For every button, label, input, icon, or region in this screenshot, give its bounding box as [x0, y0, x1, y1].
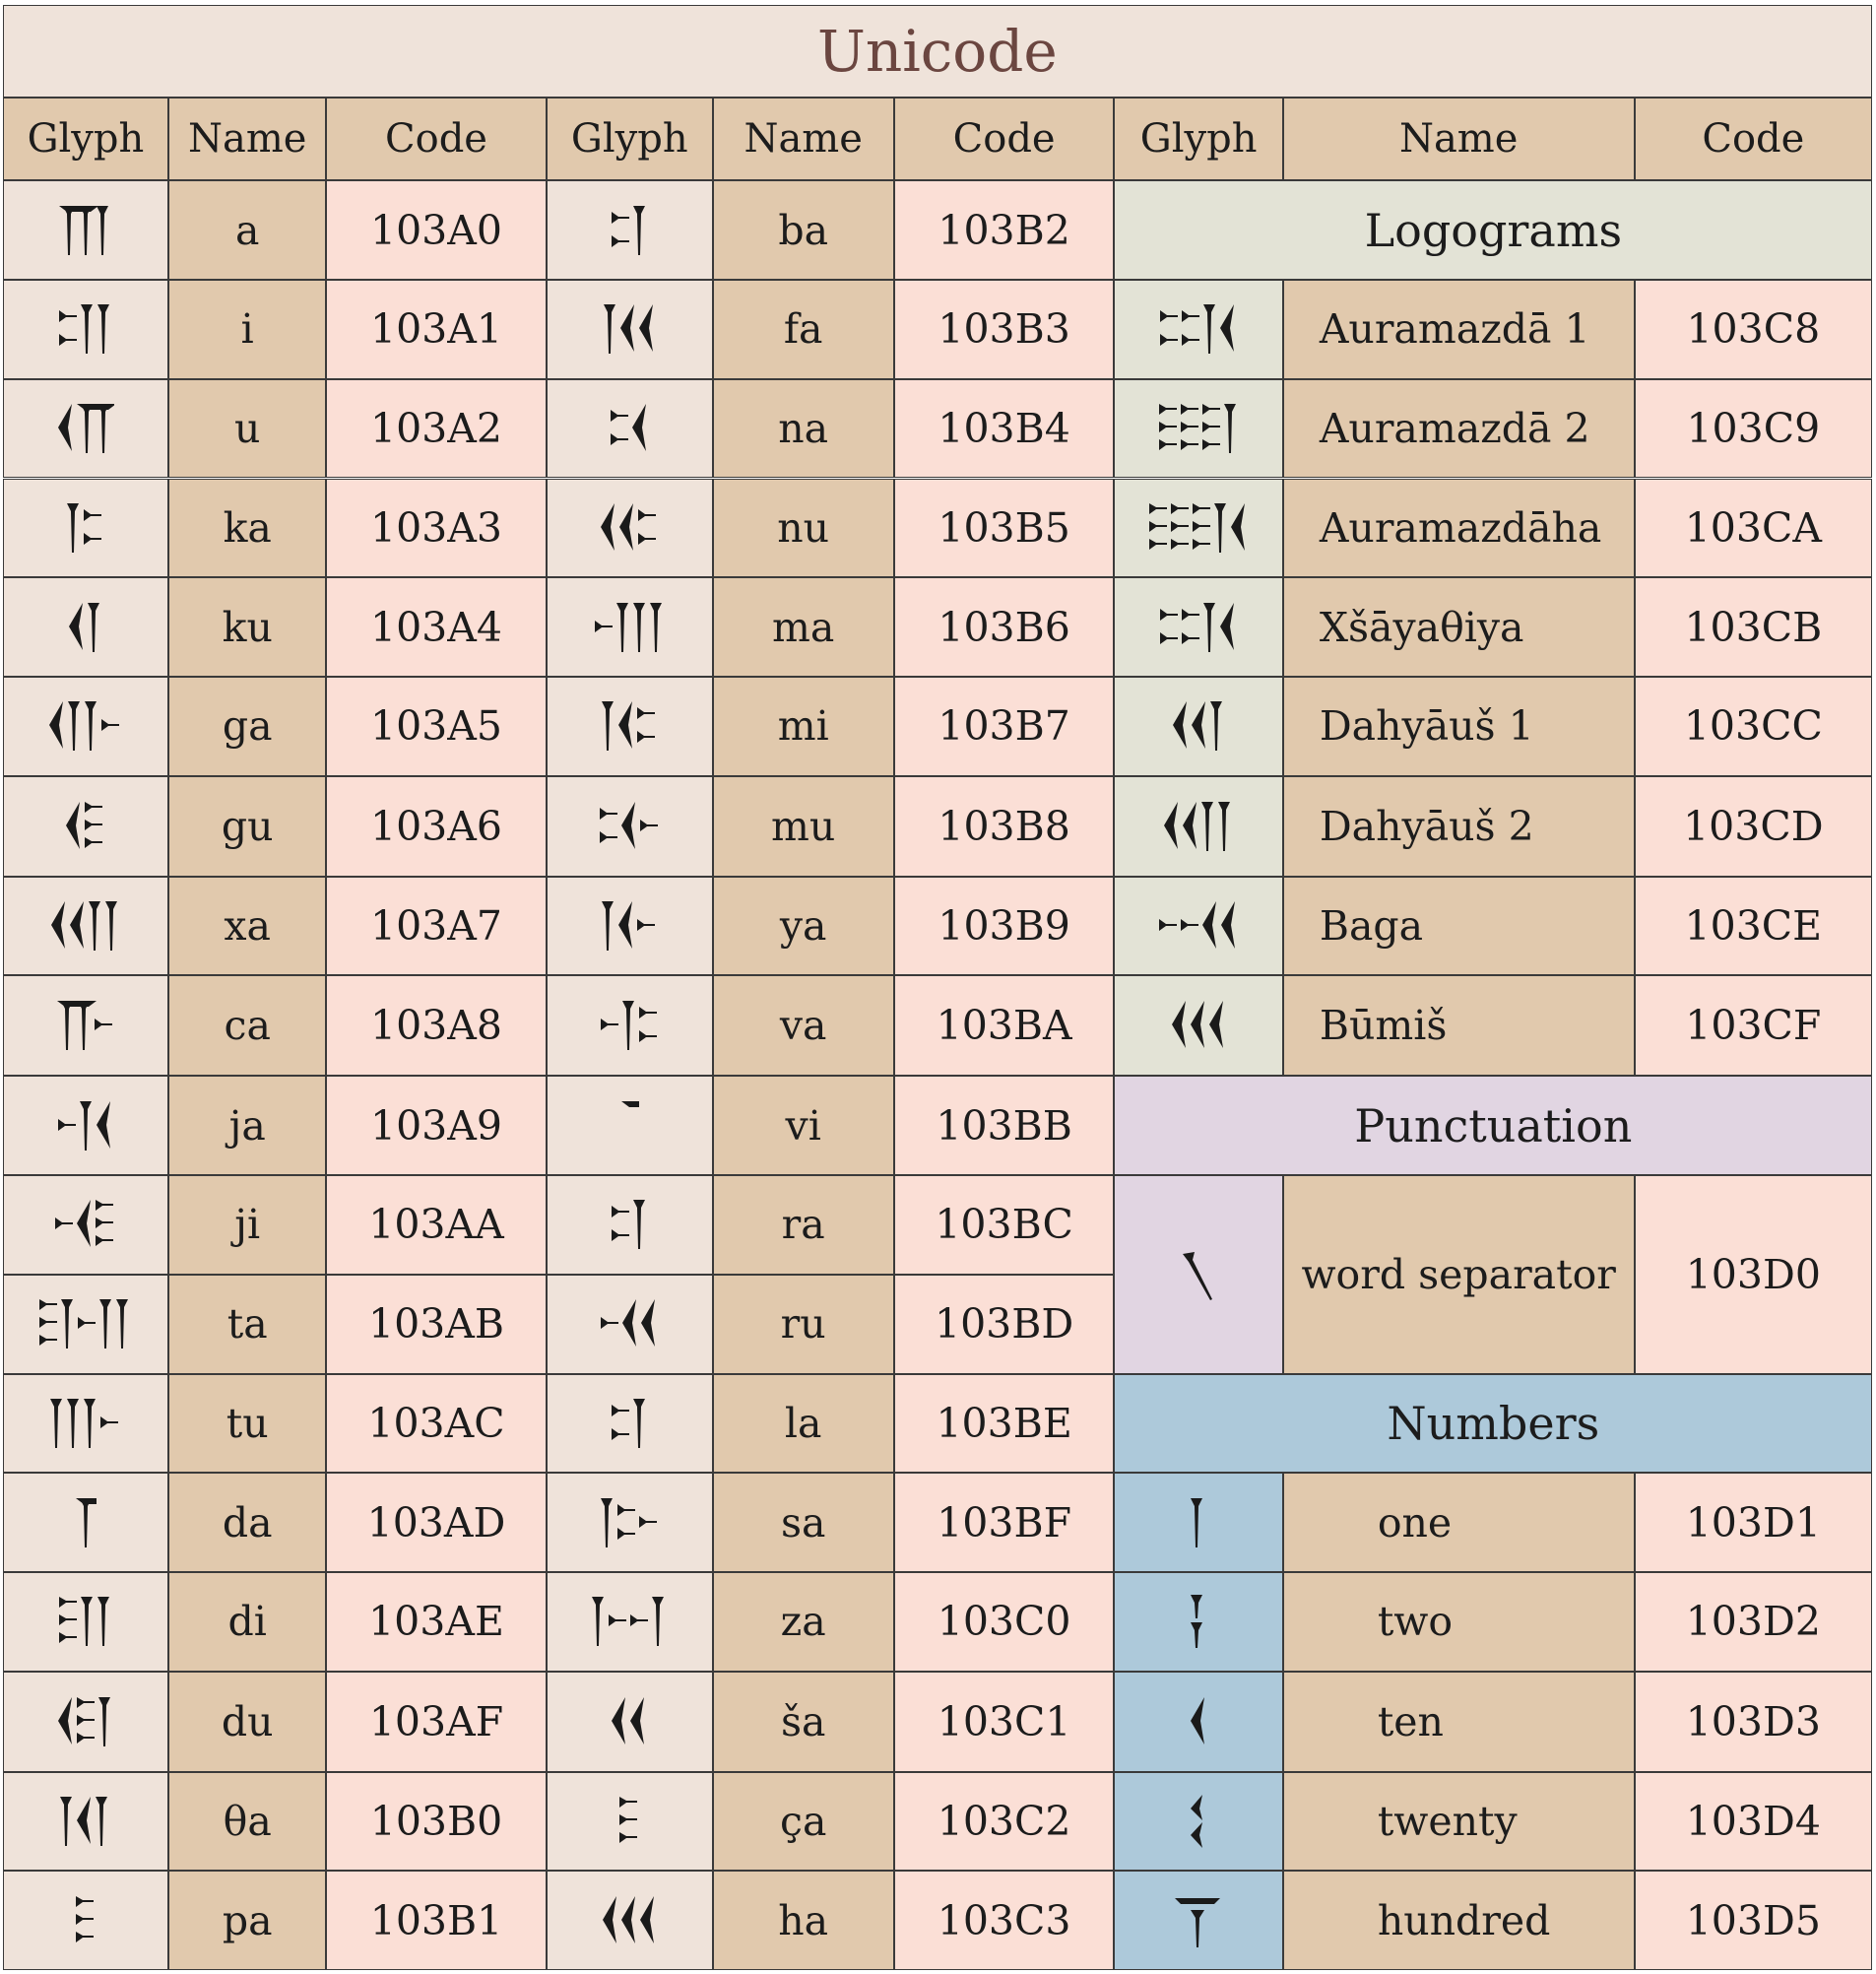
sign-name: mi	[713, 677, 894, 776]
glyph-cell	[547, 1572, 713, 1672]
sign-code: 103BC	[894, 1175, 1115, 1275]
sign-code: 103B6	[894, 577, 1115, 677]
glyph-cell	[547, 975, 713, 1076]
column-header-name: Name	[1283, 98, 1635, 180]
sign-name: a	[168, 180, 326, 280]
sign-code: 103A0	[326, 180, 547, 280]
glyph-cell	[3, 379, 169, 479]
cuneiform-da-icon	[74, 1492, 97, 1553]
sign-code: 103C1	[894, 1672, 1115, 1772]
section-header-logograms: Logograms	[1114, 180, 1872, 280]
glyph-cell	[547, 379, 713, 479]
logogram-name: Dahyāuš 1	[1283, 677, 1635, 776]
cuneiform-ba-icon	[610, 200, 650, 261]
number-name: twenty	[1283, 1772, 1635, 1872]
cuneiform-ta-icon	[37, 1293, 133, 1354]
glyph-cell	[3, 1871, 169, 1970]
sign-name: na	[713, 379, 894, 479]
column-header-name: Name	[713, 98, 894, 180]
sign-code: 103AA	[326, 1175, 547, 1275]
sign-name: sa	[713, 1473, 894, 1572]
logogram-name: Baga	[1283, 877, 1635, 976]
cuneiform-sa-icon	[599, 1492, 661, 1553]
section-header-numbers: Numbers	[1114, 1374, 1872, 1474]
glyph-cell	[1114, 877, 1282, 976]
glyph-cell	[1114, 975, 1282, 1076]
glyph-cell	[3, 1672, 169, 1772]
cuneiform-ku-icon	[67, 597, 104, 658]
sign-code: 103B9	[894, 877, 1115, 976]
column-header-glyph: Glyph	[547, 98, 713, 180]
glyph-cell	[3, 1473, 169, 1572]
sign-name: ta	[168, 1275, 326, 1374]
cuneiform-ssa-icon	[617, 1791, 641, 1852]
cuneiform-ha-icon	[601, 1890, 659, 1951]
cuneiform-one-icon	[1189, 1492, 1208, 1553]
sign-name: ça	[713, 1772, 894, 1872]
column-header-code: Code	[894, 98, 1115, 180]
sign-name: ga	[168, 677, 326, 776]
glyph-cell	[547, 1672, 713, 1772]
cuneiform-za-icon	[590, 1591, 669, 1652]
sign-name: mu	[713, 776, 894, 877]
sign-code: 103BA	[894, 975, 1115, 1076]
glyph-cell	[1114, 1672, 1282, 1772]
number-code: 103D2	[1635, 1572, 1873, 1672]
cuneiform-ya-icon	[600, 895, 659, 956]
cuneiform-u-icon	[56, 398, 114, 459]
section-header-punctuation: Punctuation	[1114, 1076, 1872, 1175]
logogram-name: Xšāyaθiya	[1283, 577, 1635, 677]
logogram-code: 103CB	[1635, 577, 1873, 677]
cuneiform-ka-icon	[65, 497, 105, 559]
glyph-cell	[547, 1772, 713, 1872]
glyph-cell	[1114, 1772, 1282, 1872]
sign-name: ša	[713, 1672, 894, 1772]
sign-name: la	[713, 1374, 894, 1474]
column-header-glyph: Glyph	[3, 98, 169, 180]
cuneiform-twenty-icon	[1189, 1791, 1208, 1852]
sign-code: 103A2	[326, 379, 547, 479]
sign-name: fa	[713, 280, 894, 379]
sign-code: 103C0	[894, 1572, 1115, 1672]
sign-name: ra	[713, 1175, 894, 1275]
glyph-cell	[3, 577, 169, 677]
sign-code: 103AC	[326, 1374, 547, 1474]
number-name: two	[1283, 1572, 1635, 1672]
cuneiform-mu-icon	[598, 796, 662, 857]
glyph-cell	[3, 180, 169, 280]
cuneiform-ga-icon	[47, 695, 123, 757]
sign-name: u	[168, 379, 326, 479]
sign-code: 103BD	[894, 1275, 1115, 1374]
glyph-cell	[547, 577, 713, 677]
punctuation-name: word separator	[1283, 1175, 1635, 1373]
cuneiform-xshayathiya-icon	[1158, 597, 1239, 658]
cuneiform-xa-icon	[49, 895, 122, 956]
cuneiform-mi-icon	[600, 695, 659, 757]
column-header-code: Code	[326, 98, 547, 180]
sign-code: 103A4	[326, 577, 547, 677]
sign-code: 103B8	[894, 776, 1115, 877]
sign-name: da	[168, 1473, 326, 1572]
sign-code: 103A5	[326, 677, 547, 776]
sign-name: i	[168, 280, 326, 379]
sign-code: 103C2	[894, 1772, 1115, 1872]
sign-name: θa	[168, 1772, 326, 1872]
glyph-cell	[547, 1275, 713, 1374]
glyph-cell	[547, 1473, 713, 1572]
column-header-glyph: Glyph	[1114, 98, 1282, 180]
glyph-cell	[1114, 479, 1282, 578]
sign-code: 103AF	[326, 1672, 547, 1772]
sign-code: 103BF	[894, 1473, 1115, 1572]
cuneiform-two-icon	[1189, 1591, 1208, 1652]
sign-code: 103A6	[326, 776, 547, 877]
cuneiform-di-icon	[57, 1591, 114, 1652]
glyph-cell	[547, 776, 713, 877]
number-name: hundred	[1283, 1871, 1635, 1970]
logogram-code: 103CC	[1635, 677, 1873, 776]
sign-name: za	[713, 1572, 894, 1672]
sign-code: 103B1	[326, 1871, 547, 1970]
cuneiform-auramazda-2-icon	[1157, 398, 1241, 459]
sign-name: xa	[168, 877, 326, 976]
glyph-cell	[1114, 1572, 1282, 1672]
sign-code: 103B5	[894, 479, 1115, 578]
sign-name: ru	[713, 1275, 894, 1374]
cuneiform-word-separator-icon	[1181, 1244, 1216, 1305]
glyph-cell	[3, 1374, 169, 1474]
cuneiform-i-icon	[57, 298, 114, 360]
glyph-cell	[1114, 1473, 1282, 1572]
cuneiform-dahyaus-2-icon	[1162, 796, 1235, 857]
cuneiform-sha-icon	[610, 1691, 649, 1752]
glyph-cell	[547, 479, 713, 578]
sign-code: 103B4	[894, 379, 1115, 479]
cuneiform-hundred-icon	[1173, 1890, 1224, 1951]
number-code: 103D4	[1635, 1772, 1873, 1872]
sign-code: 103AD	[326, 1473, 547, 1572]
glyph-cell	[3, 776, 169, 877]
sign-code: 103A1	[326, 280, 547, 379]
cuneiform-auramazdaha-icon	[1147, 497, 1250, 559]
cuneiform-fa-icon	[602, 298, 658, 360]
glyph-cell	[3, 1772, 169, 1872]
glyph-cell	[3, 479, 169, 578]
cuneiform-ji-icon	[53, 1194, 117, 1255]
glyph-cell	[3, 975, 169, 1076]
sign-code: 103A7	[326, 877, 547, 976]
glyph-cell	[3, 877, 169, 976]
cuneiform-ca-icon	[55, 995, 116, 1056]
glyph-cell	[3, 1076, 169, 1175]
sign-code: 103BE	[894, 1374, 1115, 1474]
sign-code: 103AE	[326, 1572, 547, 1672]
sign-name: ji	[168, 1175, 326, 1275]
logogram-code: 103CF	[1635, 975, 1873, 1076]
number-name: one	[1283, 1473, 1635, 1572]
logogram-name: Auramazdā 2	[1283, 379, 1635, 479]
cuneiform-ten-icon	[1189, 1691, 1209, 1752]
glyph-cell	[547, 1175, 713, 1275]
sign-name: ja	[168, 1076, 326, 1175]
cuneiform-ja-icon	[56, 1095, 115, 1156]
sign-code: 103B0	[326, 1772, 547, 1872]
glyph-cell	[3, 1175, 169, 1275]
punctuation-code: 103D0	[1635, 1175, 1873, 1373]
column-header-name: Name	[168, 98, 326, 180]
sign-name: tu	[168, 1374, 326, 1474]
sign-name: ca	[168, 975, 326, 1076]
logogram-name: Dahyāuš 2	[1283, 776, 1635, 877]
logogram-code: 103C9	[1635, 379, 1873, 479]
sign-code: 103BB	[894, 1076, 1115, 1175]
sign-code: 103B2	[894, 180, 1115, 280]
glyph-cell	[547, 677, 713, 776]
sign-code: 103B3	[894, 280, 1115, 379]
sign-code: 103A3	[326, 479, 547, 578]
glyph-cell	[1114, 280, 1282, 379]
sign-name: nu	[713, 479, 894, 578]
cuneiform-na-icon	[609, 398, 651, 459]
cuneiform-bumis-icon	[1170, 995, 1228, 1056]
column-header-code: Code	[1635, 98, 1873, 180]
cuneiform-gu-icon	[64, 796, 106, 857]
cuneiform-ma-icon	[593, 597, 667, 658]
cuneiform-vi-icon	[619, 1095, 639, 1156]
cuneiform-auramazda-1-icon	[1158, 298, 1239, 360]
number-code: 103D5	[1635, 1871, 1873, 1970]
cuneiform-a-icon	[57, 200, 113, 261]
sign-name: di	[168, 1572, 326, 1672]
sign-name: ku	[168, 577, 326, 677]
logogram-code: 103C8	[1635, 280, 1873, 379]
sign-name: gu	[168, 776, 326, 877]
sign-name: ha	[713, 1871, 894, 1970]
logogram-name: Būmiš	[1283, 975, 1635, 1076]
logogram-name: Auramazdā 1	[1283, 280, 1635, 379]
cuneiform-tu-icon	[48, 1393, 122, 1454]
sign-name: ya	[713, 877, 894, 976]
glyph-cell	[1114, 1871, 1282, 1970]
cuneiform-nu-icon	[599, 497, 660, 559]
logogram-code: 103CE	[1635, 877, 1873, 976]
sign-code: 103AB	[326, 1275, 547, 1374]
logogram-name: Auramazdāha	[1283, 479, 1635, 578]
cuneiform-tha-icon	[58, 1791, 112, 1852]
glyph-cell	[1114, 577, 1282, 677]
sign-name: ka	[168, 479, 326, 578]
table-title: Unicode	[3, 5, 1873, 98]
glyph-cell	[547, 1076, 713, 1175]
sign-name: ba	[713, 180, 894, 280]
sign-name: vi	[713, 1076, 894, 1175]
cuneiform-baga-icon	[1157, 895, 1240, 956]
number-code: 103D1	[1635, 1473, 1873, 1572]
sign-code: 103B7	[894, 677, 1115, 776]
cuneiform-pa-icon	[74, 1890, 97, 1951]
number-name: ten	[1283, 1672, 1635, 1772]
glyph-cell	[3, 1275, 169, 1374]
cuneiform-du-icon	[56, 1691, 115, 1752]
glyph-cell	[1114, 776, 1282, 877]
glyph-cell	[547, 280, 713, 379]
glyph-cell	[3, 1572, 169, 1672]
cuneiform-dahyaus-1-icon	[1171, 695, 1227, 757]
sign-name: du	[168, 1672, 326, 1772]
glyph-cell	[547, 877, 713, 976]
glyph-cell	[547, 1871, 713, 1970]
sign-name: ma	[713, 577, 894, 677]
number-code: 103D3	[1635, 1672, 1873, 1772]
cuneiform-ru-icon	[599, 1293, 660, 1354]
sign-name: pa	[168, 1871, 326, 1970]
glyph-cell	[547, 1374, 713, 1474]
glyph-cell	[1114, 379, 1282, 479]
logogram-code: 103CA	[1635, 479, 1873, 578]
sign-name: va	[713, 975, 894, 1076]
sign-code: 103A8	[326, 975, 547, 1076]
logogram-code: 103CD	[1635, 776, 1873, 877]
glyph-cell	[1114, 677, 1282, 776]
glyph-cell	[547, 180, 713, 280]
cuneiform-va-icon	[599, 995, 661, 1056]
glyph-cell	[1114, 1175, 1282, 1373]
glyph-cell	[3, 677, 169, 776]
glyph-cell	[3, 280, 169, 379]
sign-code: 103A9	[326, 1076, 547, 1175]
cuneiform-la-icon	[610, 1393, 650, 1454]
cuneiform-ra-icon	[610, 1194, 650, 1255]
sign-code: 103C3	[894, 1871, 1115, 1970]
